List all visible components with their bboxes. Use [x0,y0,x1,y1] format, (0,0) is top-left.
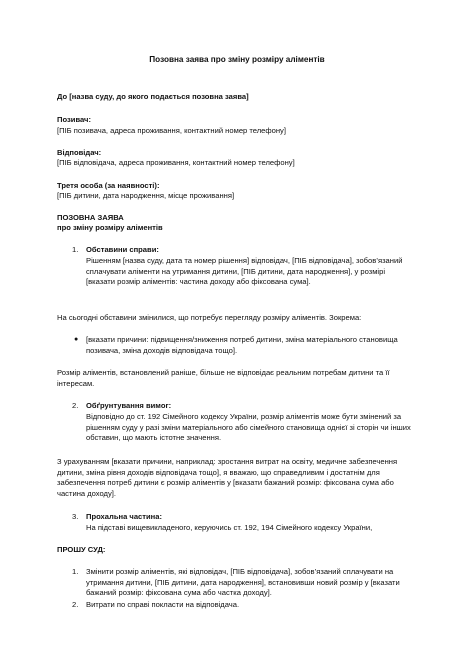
claim-subheading: про зміну розміру аліментів [57,223,163,232]
section-2-number: 2. [72,401,79,410]
request-1-number: 1. [72,567,79,576]
document-title: Позовна заява про зміну розміру аліментів [149,55,325,64]
paragraph-changed: На сьогодні обставини змінилися, що потребує перегляду розміру аліментів. Зокрема: [57,313,362,322]
bullet-text: [вказати причини: підвищення/зниження потреб дитини, зміна матеріального становища позивача, зміна доходів відповідача тощо]. [86,335,398,355]
section-1-heading: Обставини справи: [86,245,159,254]
paragraph-amount: Розмір аліментів, встановлений раніше, більше не відповідає реальним потребам дитини та її інтересам. [57,368,390,388]
section-2-heading: Обґрунтування вимог: [86,401,172,410]
defendant-label: Відповідач: [57,148,102,157]
section-2-body: Відповідно до ст. 192 Сімейного кодексу України, розмір аліментів може бути змінений за рішенням суду у разі зміни матеріального або сімейного становища однієї зі сторін чи інших обставин, що мають істотне значення. [86,412,411,443]
section-3-body: На підставі вищевикладеного, керуючись ст. 192, 194 Сімейного кодексу України, [86,523,373,532]
plaintiff-label: Позивач: [57,115,91,124]
claim-heading: ПОЗОВНА ЗАЯВА [57,213,124,222]
section-3-number: 3. [72,512,79,521]
request-1-text: Змінити розмір аліментів, які відповідач, [ПІБ відповідача], зобов’язаний сплачувати на утримання дитини, [ПІБ дитини, дата народження], встановивши новий розмір у [вказати бажаний розмір: фіксована сума або частка доходу]. [86,567,400,598]
request-heading: ПРОШУ СУД: [57,545,106,554]
third-party-value: [ПІБ дитини, дата народження, місце проживання] [57,191,235,200]
section-1-body: Рішенням [назва суду, дата та номер рішення] відповідач, [ПІБ відповідача], зобов’язаний сплачувати аліменти на утримання дитини, [ПІБ дитини, дата народження], у розмірі [вказати розмір аліментів: частина доходу або фіксована сума]. [86,256,403,287]
defendant-value: [ПІБ відповідача, адреса проживання, контактний номер телефону] [57,158,295,167]
bullet-mark: ● [74,336,79,343]
court-line: До [назва суду, до якого подається позовна заява] [57,92,249,101]
section-3-heading: Прохальна частина: [86,512,162,521]
third-party-label: Третя особа (за наявності): [57,181,160,190]
request-2-text: Витрати по справі покласти на відповідача. [86,600,240,609]
paragraph-reasons: З урахуванням [вказати причини, наприклад: зростання витрат на освіту, медичне забезпечення дитини, зміна рівня доходів відповідача тощо], я вважаю, що справедливим і достатнім для забезпечення потреб дитини є розмір аліментів у [вказати бажаний розмір: фіксована сума або частина доходу]. [57,457,398,498]
request-2-number: 2. [72,600,79,609]
plaintiff-value: [ПІБ позивача, адреса проживання, контактний номер телефону] [57,126,286,135]
section-1-number: 1. [72,245,79,254]
